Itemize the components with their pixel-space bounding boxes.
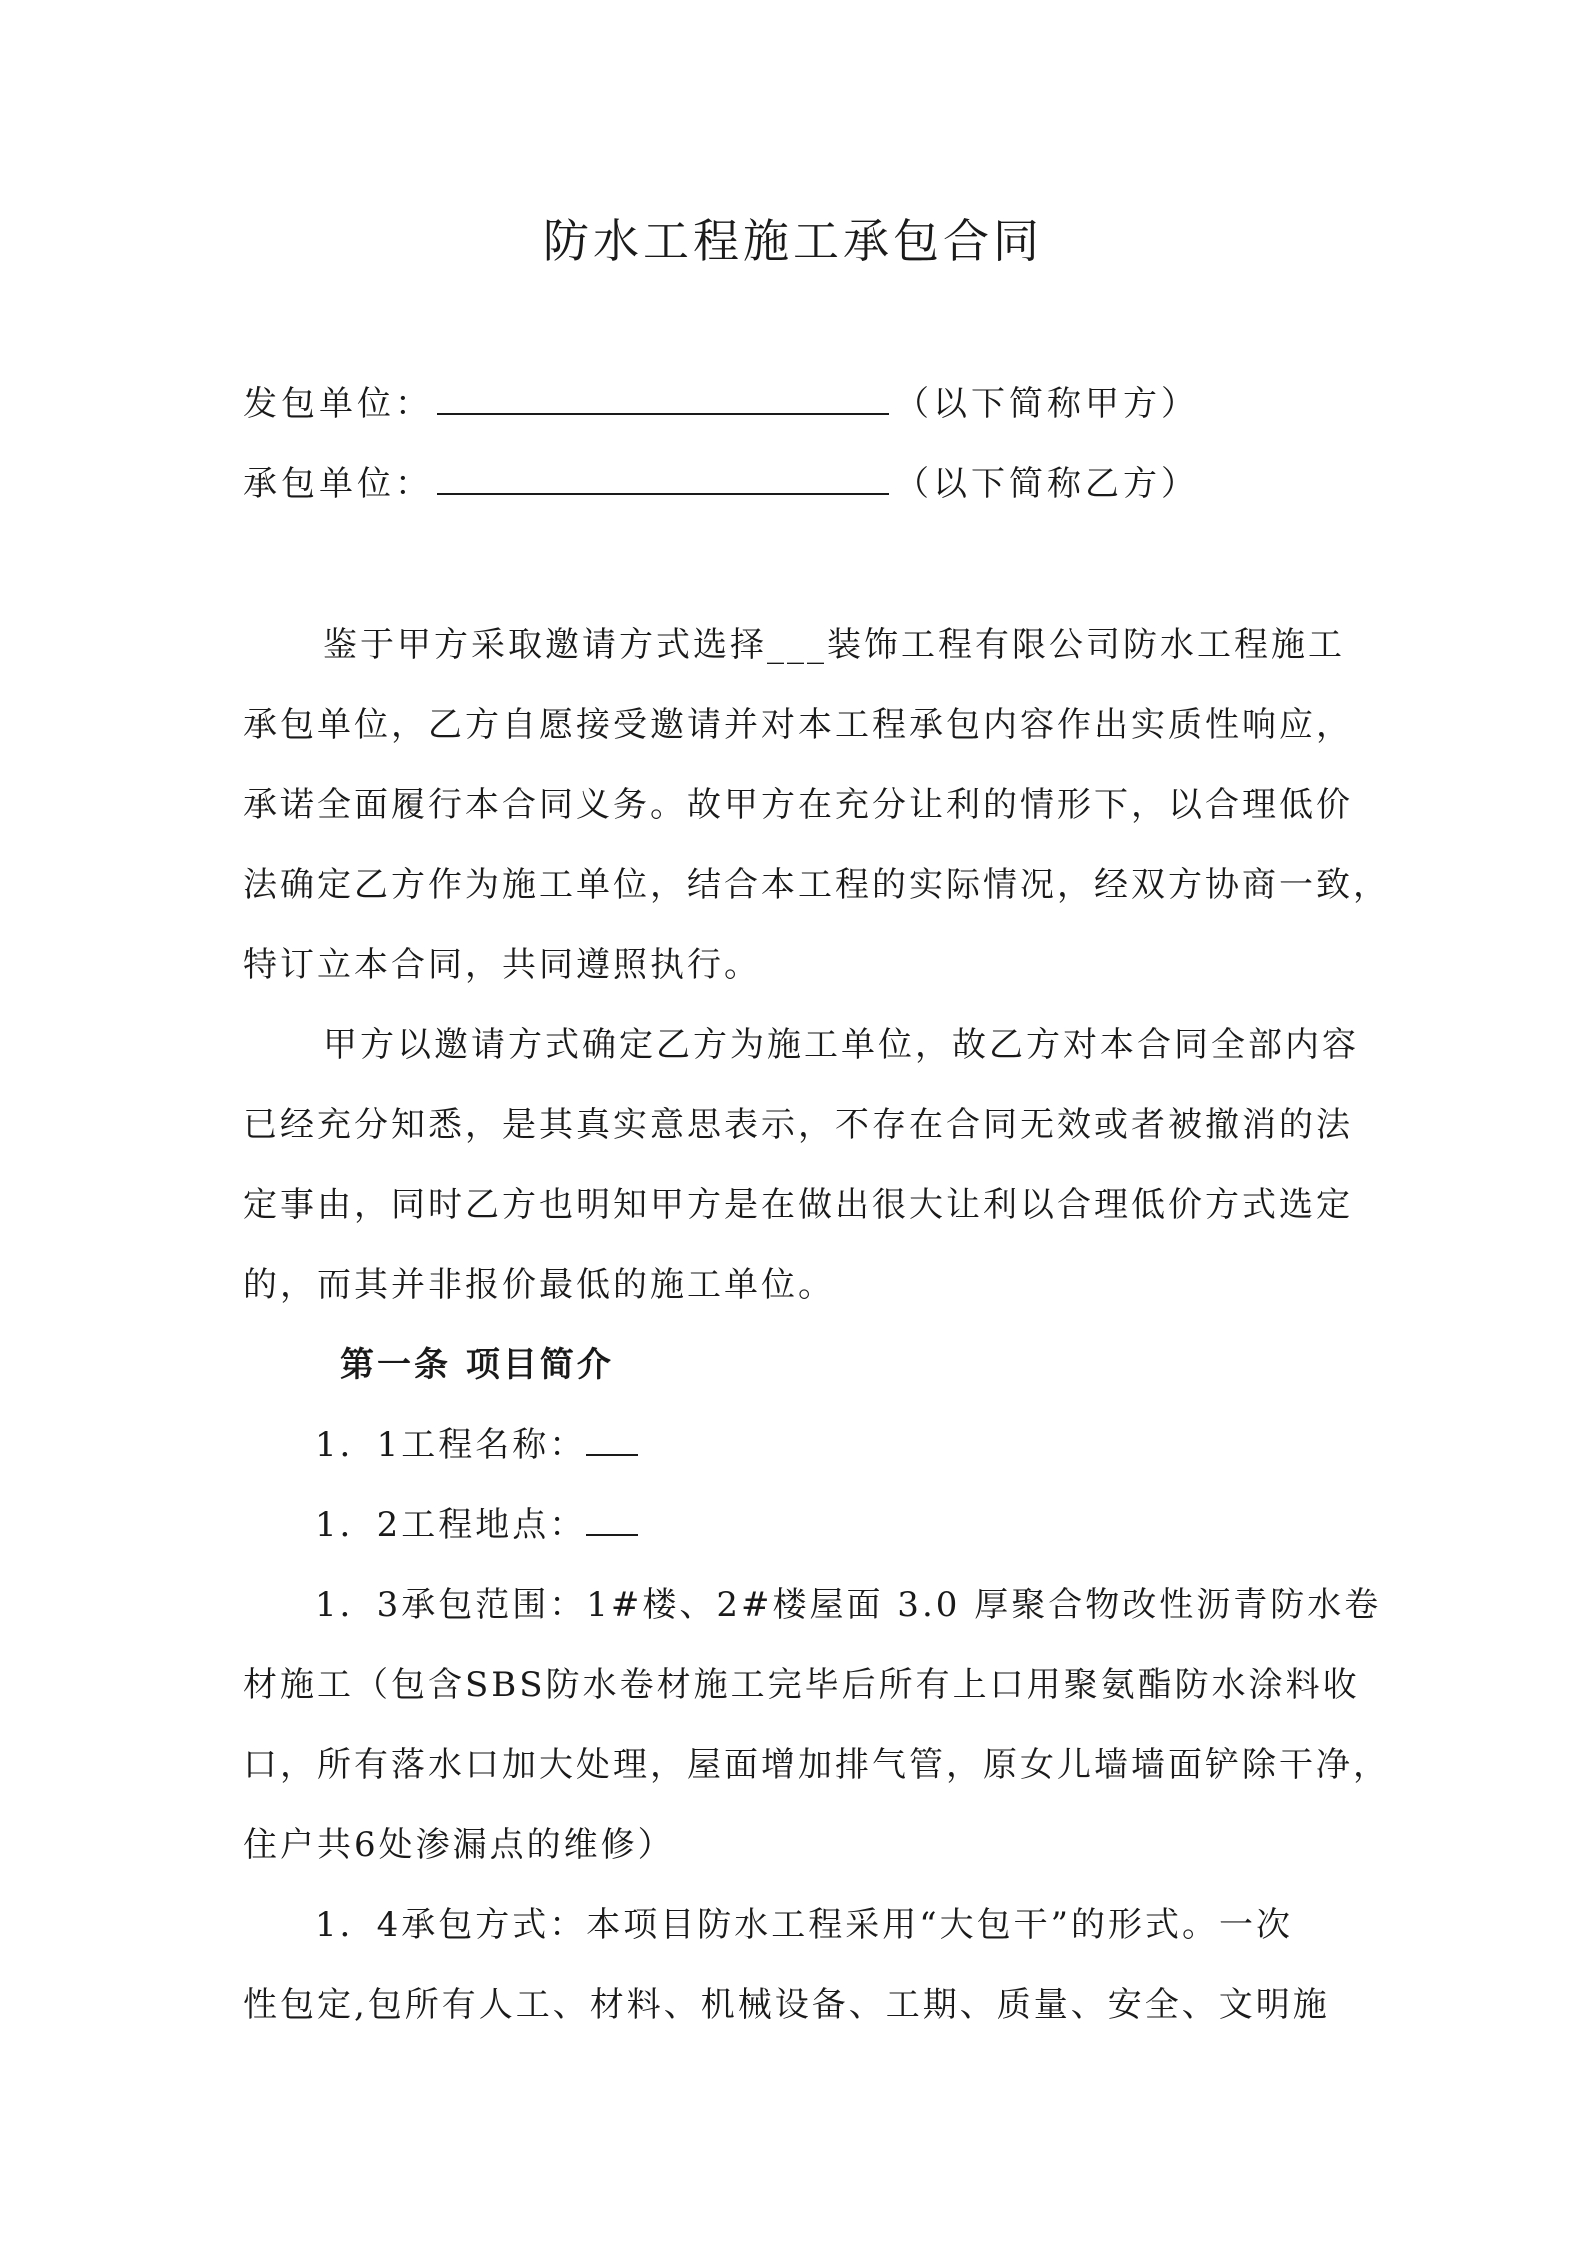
item3-line: 材施工（包含SBS防水卷材施工完毕后所有上口用聚氨酯防水涂料收 (243, 1665, 1360, 1705)
para2-line: 的，而其并非报价最低的施工单位。 (243, 1265, 835, 1305)
party-a-label: 发包单位： (243, 384, 433, 424)
para2-line: 定事由，同时乙方也明知甲方是在做出很大让利以合理低价方式选定 (243, 1185, 1353, 1225)
article1-heading: 第一条 项目简介 (340, 1345, 614, 1385)
item1-text: 1．1工程名称： (315, 1425, 587, 1465)
item4-line: 性包定,包所有人工、材料、机械设备、工期、质量、安全、文明施 (243, 1985, 1330, 2025)
item3-line: 住户共6处渗漏点的维修） (243, 1825, 675, 1865)
item1-blank (586, 1424, 638, 1456)
para1-line: 特订立本合同，共同遵照执行。 (243, 945, 761, 985)
para1-line: 承诺全面履行本合同义务。故甲方在充分让利的情形下，以合理低价 (243, 785, 1353, 825)
para2-line: 甲方以邀请方式确定乙方为施工单位，故乙方对本合同全部内容 (323, 1025, 1359, 1065)
article1-item2 (315, 1503, 638, 1547)
para2-line: 已经充分知悉，是其真实意思表示，不存在合同无效或者被撤消的法 (243, 1105, 1353, 1145)
item3-line: 口，所有落水口加大处理，屋面增加排气管，原女儿墙墙面铲除干净， (243, 1745, 1390, 1785)
party-a-blank (437, 383, 889, 415)
para1-line: 法确定乙方作为施工单位，结合本工程的实际情况，经双方协商一致， (243, 865, 1390, 905)
item3-line: 1．3承包范围：1#楼、2#楼屋面 3.0 厚聚合物改性沥青防水卷 (315, 1585, 1382, 1625)
party-b-suffix: （以下简称乙方） (895, 464, 1199, 504)
article1-item1 (315, 1423, 638, 1467)
party-a-line (243, 382, 1199, 426)
party-b-blank (437, 463, 889, 495)
item2-blank (586, 1504, 638, 1536)
party-b-label: 承包单位： (243, 464, 433, 504)
document-title: 防水工程施工承包合同 (543, 214, 1043, 268)
para1-line: 承包单位，乙方自愿接受邀请并对本工程承包内容作出实质性响应， (243, 705, 1353, 745)
item2-text: 1．2工程地点： (315, 1505, 587, 1545)
party-a-suffix: （以下简称甲方） (895, 384, 1199, 424)
para1-line: 鉴于甲方采取邀请方式选择___装饰工程有限公司防水工程施工 (323, 625, 1345, 665)
item4-line: 1．4承包方式：本项目防水工程采用“大包干”的形式。一次 (315, 1905, 1294, 1945)
party-b-line (243, 462, 1199, 506)
